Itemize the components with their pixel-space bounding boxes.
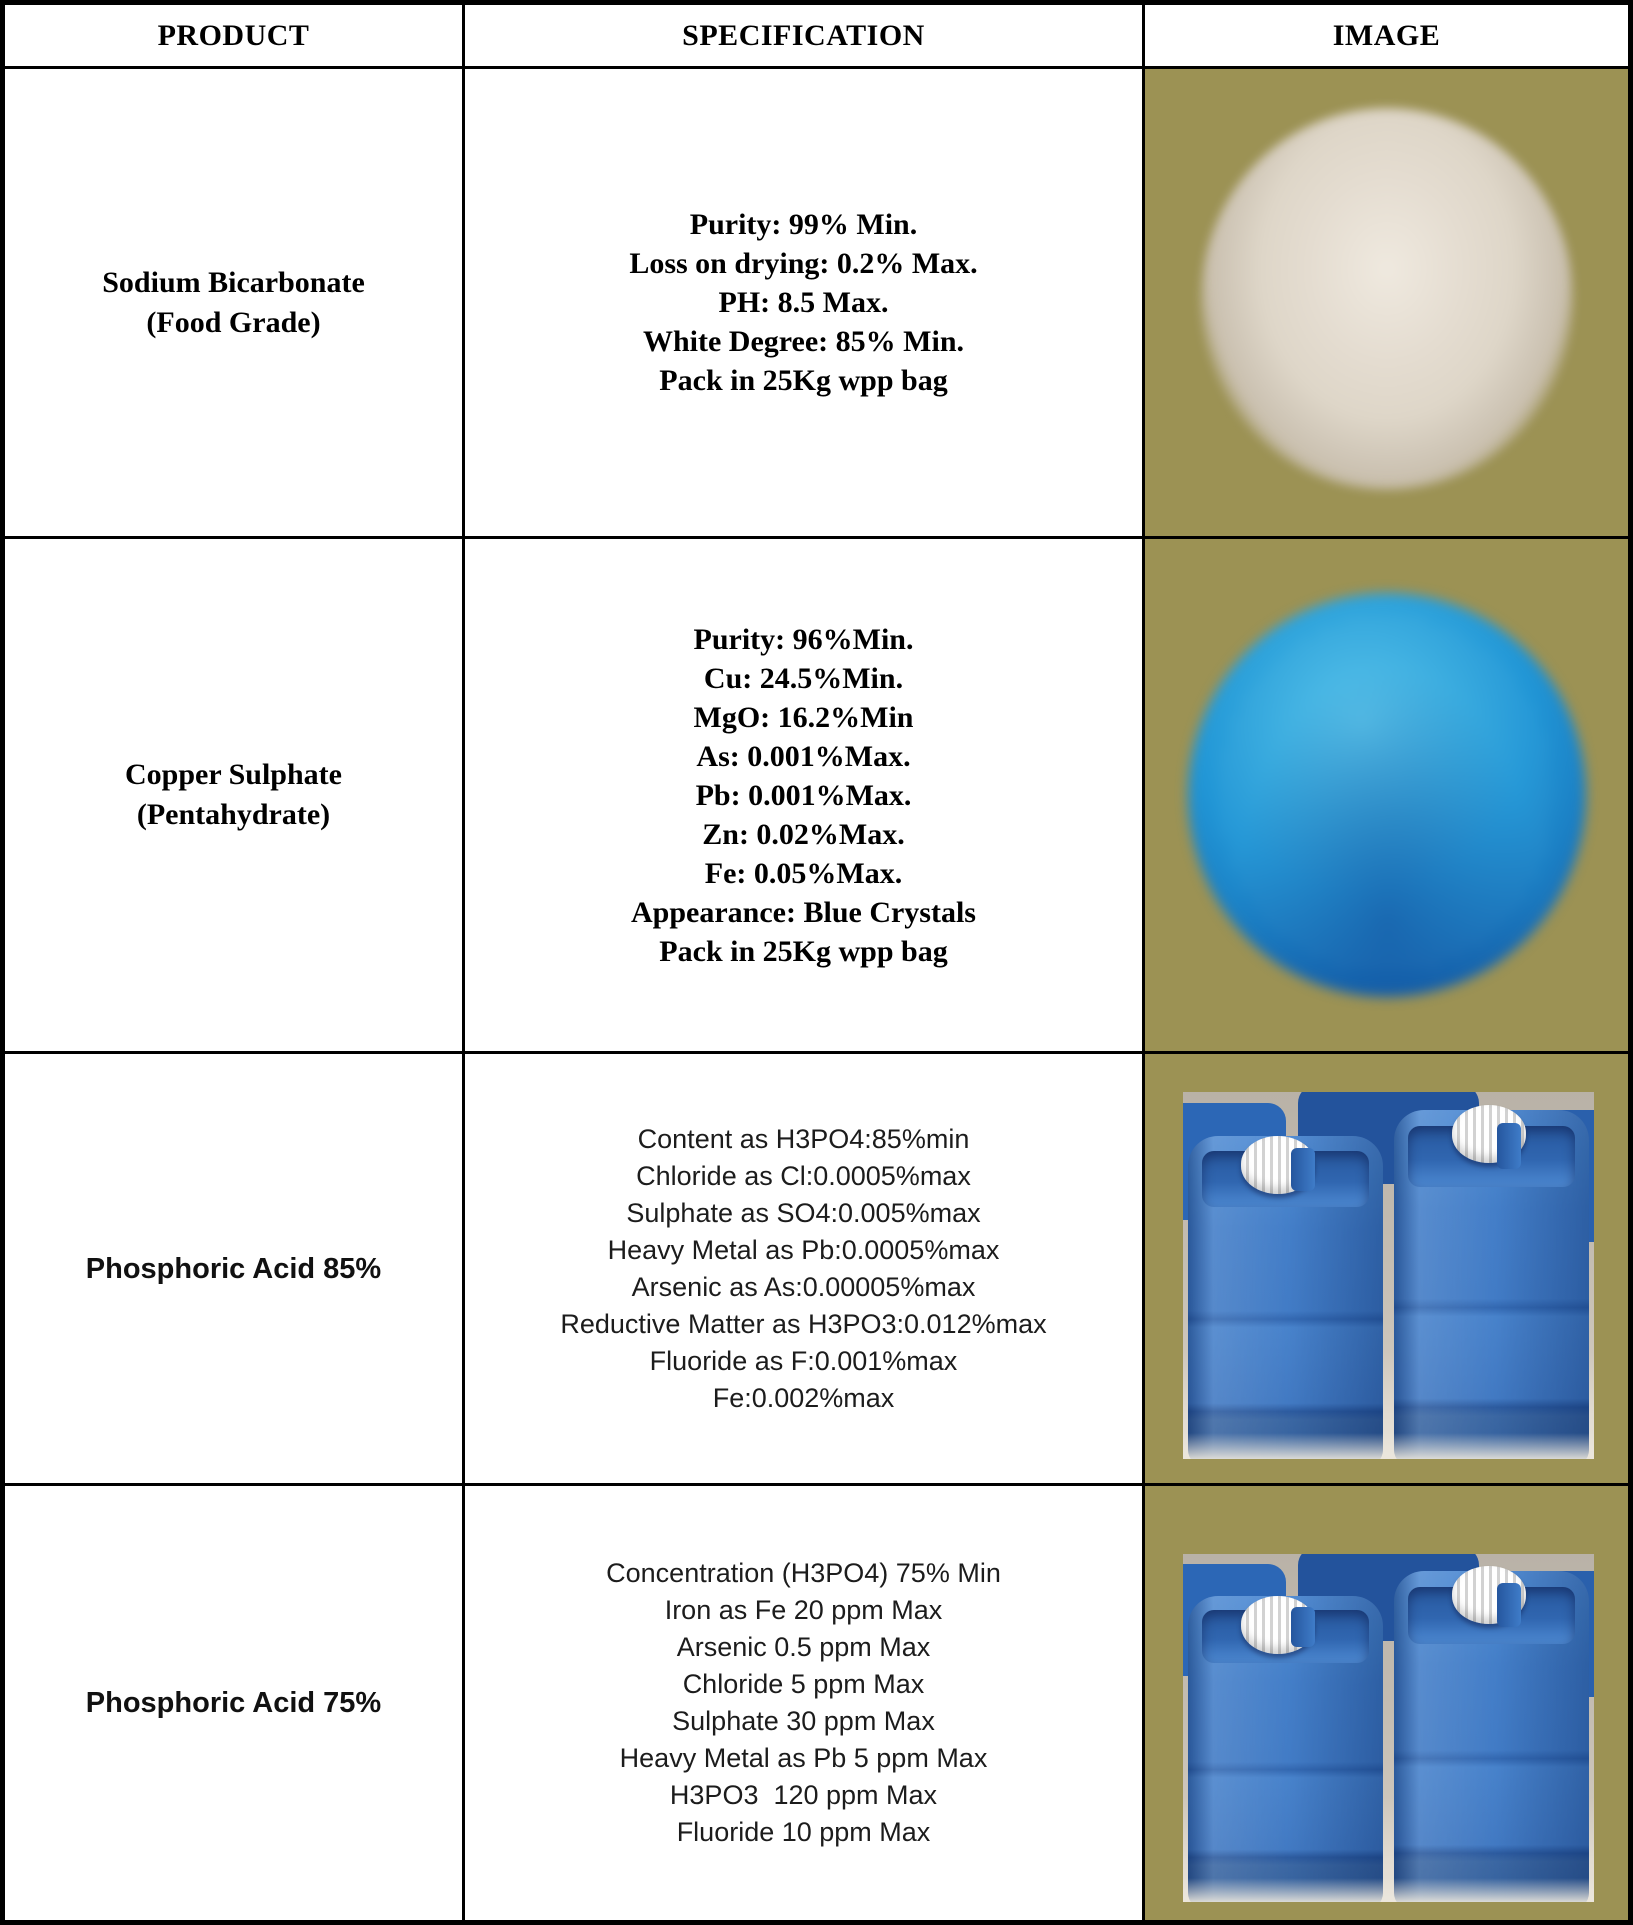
crystal-sparkle-texture	[1219, 617, 1553, 973]
spec-line: Pack in 25Kg wpp bag	[659, 364, 948, 397]
spec-line: Fluoride 10 ppm Max	[676, 1817, 931, 1847]
product-name-line: Phosphoric Acid 85%	[85, 1252, 382, 1285]
spec-line: PH: 8.5 Max.	[718, 286, 889, 319]
product-cell-phosphoric-acid-75	[5, 1486, 465, 1920]
product-cell-sodium-bicarbonate	[5, 69, 465, 539]
white-powder-photo	[1201, 108, 1573, 490]
column-header-product: PRODUCT	[5, 5, 465, 69]
spec-line: Reductive Matter as H3PO3:0.012%max	[560, 1308, 1047, 1339]
spec-line: Arsenic 0.5 ppm Max	[676, 1632, 931, 1662]
spec-line: Purity: 96%Min.	[693, 622, 914, 656]
jerry-can	[1188, 1136, 1383, 1459]
image-cell-phosphoric-acid-85	[1145, 1054, 1628, 1486]
spec-line: Pack in 25Kg wpp bag	[659, 934, 948, 968]
jerry-can-handle	[1291, 1148, 1315, 1191]
photo-floor	[1183, 1433, 1594, 1459]
spec-line: As: 0.001%Max.	[696, 739, 911, 773]
image-cell-copper-sulphate	[1145, 539, 1628, 1054]
jerry-can-handle	[1497, 1123, 1521, 1169]
product-cell-phosphoric-acid-85	[5, 1054, 465, 1486]
spec-line: Purity: 99% Min.	[689, 208, 918, 241]
spec-line: Arsenic as As:0.00005%max	[631, 1271, 976, 1302]
spec-line: Heavy Metal as Pb:0.0005%max	[607, 1234, 1000, 1265]
spec-line: Iron as Fe 20 ppm Max	[664, 1595, 943, 1625]
product-name-line: Phosphoric Acid 75%	[85, 1687, 382, 1719]
spec-cell-phosphoric-acid-85	[465, 1054, 1145, 1486]
spec-line: Concentration (H3PO4) 75% Min	[606, 1558, 1001, 1588]
blue-jerry-cans-photo	[1183, 1554, 1594, 1902]
column-header-image: IMAGE	[1145, 5, 1628, 69]
jerry-can	[1188, 1596, 1383, 1902]
spec-line: Heavy Metal as Pb 5 ppm Max	[619, 1743, 988, 1773]
spec-cell-sodium-bicarbonate	[465, 69, 1145, 539]
jerry-can-handle	[1497, 1583, 1521, 1627]
product-name-line: Sodium Bicarbonate	[102, 265, 365, 299]
spec-cell-copper-sulphate	[465, 539, 1145, 1054]
spec-line: Zn: 0.02%Max.	[702, 817, 905, 851]
photo-floor	[1183, 1878, 1594, 1902]
spec-line: Fe: 0.05%Max.	[704, 856, 903, 890]
spec-line: Loss on drying: 0.2% Max.	[629, 247, 978, 280]
blue-crystals-photo	[1188, 593, 1586, 997]
image-cell-phosphoric-acid-75	[1145, 1486, 1628, 1920]
jerry-can	[1394, 1571, 1589, 1902]
product-name-line: (Pentahydrate)	[136, 798, 331, 831]
spec-line: Fe:0.002%max	[712, 1382, 895, 1413]
spec-line: Appearance: Blue Crystals	[631, 895, 976, 929]
blue-jerry-cans-photo	[1183, 1092, 1594, 1459]
spec-line: Cu: 24.5%Min.	[703, 661, 904, 695]
spec-line: White Degree: 85% Min.	[642, 325, 965, 358]
spec-line: MgO: 16.2%Min	[693, 700, 914, 734]
spec-line: Pb: 0.001%Max.	[695, 778, 912, 812]
spec-line: H3PO3 120 ppm Max	[669, 1780, 938, 1810]
spec-line: Chloride as Cl:0.0005%max	[636, 1160, 971, 1191]
product-cell-copper-sulphate	[5, 539, 465, 1054]
spec-line: Chloride 5 ppm Max	[682, 1669, 925, 1699]
column-header-specification: SPECIFICATION	[465, 5, 1145, 69]
jerry-can	[1394, 1110, 1589, 1459]
spec-line: Content as H3PO4:85%min	[637, 1123, 970, 1154]
product-name-line: (Food Grade)	[146, 305, 321, 339]
image-cell-sodium-bicarbonate	[1145, 69, 1628, 539]
product-name-line: Copper Sulphate	[124, 758, 342, 791]
spec-line: Fluoride as F:0.001%max	[649, 1345, 958, 1376]
spec-line: Sulphate as SO4:0.005%max	[626, 1197, 981, 1228]
spec-line: Sulphate 30 ppm Max	[672, 1706, 935, 1736]
jerry-can-handle	[1291, 1607, 1315, 1648]
spec-cell-phosphoric-acid-75	[465, 1486, 1145, 1920]
